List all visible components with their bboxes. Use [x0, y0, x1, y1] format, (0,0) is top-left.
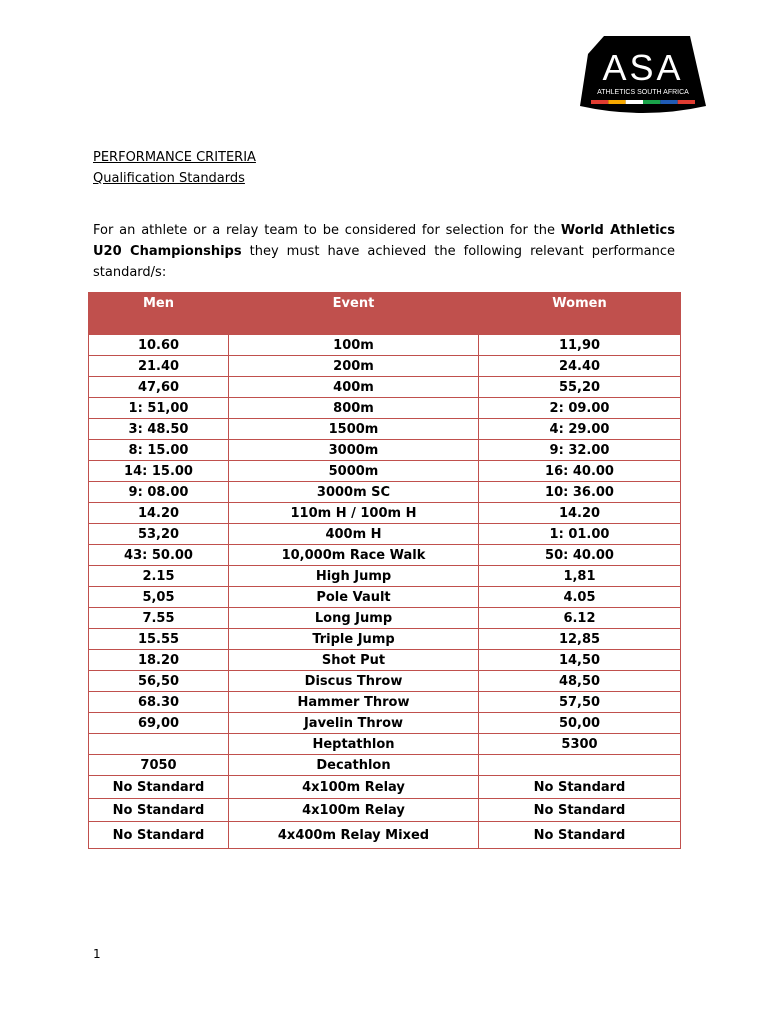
asa-logo-graphic [580, 34, 706, 124]
women-cell: 24.40 [479, 356, 681, 377]
event-cell: 110m H / 100m H [229, 503, 479, 524]
page-title: PERFORMANCE CRITERIA [93, 150, 256, 165]
women-cell: No Standard [479, 776, 681, 799]
table-row [89, 734, 681, 755]
men-cell: No Standard [89, 822, 229, 849]
table-row [89, 377, 681, 398]
event-cell: 100m [229, 335, 479, 356]
table-row [89, 692, 681, 713]
table-row [89, 671, 681, 692]
table-row [89, 524, 681, 545]
logo-stripe [626, 100, 643, 104]
men-cell: 9: 08.00 [89, 482, 229, 503]
table-row [89, 419, 681, 440]
event-cell: 400m H [229, 524, 479, 545]
event-cell: Heptathlon [229, 734, 479, 755]
logo-subtitle: ATHLETICS SOUTH AFRICA [597, 89, 689, 96]
men-cell: 8: 15.00 [89, 440, 229, 461]
women-cell: 1: 01.00 [479, 524, 681, 545]
women-cell: No Standard [479, 799, 681, 822]
event-cell: 3000m [229, 440, 479, 461]
table-row [89, 398, 681, 419]
intro-text-2: they must have achieved the following relevant performance standard/s: [93, 244, 675, 280]
table-row [89, 482, 681, 503]
table-row [89, 629, 681, 650]
table-row [89, 822, 681, 849]
table-row [89, 440, 681, 461]
table-row [89, 713, 681, 734]
logo-stripe [643, 100, 660, 104]
table-row [89, 608, 681, 629]
women-cell: 2: 09.00 [479, 398, 681, 419]
men-cell: 18.20 [89, 650, 229, 671]
header-men: Men [89, 293, 229, 335]
table-row [89, 755, 681, 776]
men-cell: 21.40 [89, 356, 229, 377]
event-cell: Pole Vault [229, 587, 479, 608]
header-women: Women [479, 293, 681, 335]
event-cell: Long Jump [229, 608, 479, 629]
men-cell: No Standard [89, 776, 229, 799]
men-cell: 5,05 [89, 587, 229, 608]
event-cell: 3000m SC [229, 482, 479, 503]
women-cell: 9: 32.00 [479, 440, 681, 461]
event-cell: Triple Jump [229, 629, 479, 650]
women-cell: 1,81 [479, 566, 681, 587]
men-cell: 14: 15.00 [89, 461, 229, 482]
women-cell: 4.05 [479, 587, 681, 608]
women-cell: 14.20 [479, 503, 681, 524]
men-cell: 68.30 [89, 692, 229, 713]
men-cell: No Standard [89, 799, 229, 822]
men-cell: 10.60 [89, 335, 229, 356]
women-cell: 6.12 [479, 608, 681, 629]
women-cell: 48,50 [479, 671, 681, 692]
event-cell: Hammer Throw [229, 692, 479, 713]
standards-table [88, 292, 681, 849]
page-number: 1 [93, 947, 101, 961]
table-row [89, 545, 681, 566]
table-row [89, 356, 681, 377]
table-row [89, 776, 681, 799]
table-row [89, 335, 681, 356]
event-cell: Decathlon [229, 755, 479, 776]
event-cell: 10,000m Race Walk [229, 545, 479, 566]
event-cell: 400m [229, 377, 479, 398]
women-cell: 5300 [479, 734, 681, 755]
men-cell: 7.55 [89, 608, 229, 629]
women-cell: 14,50 [479, 650, 681, 671]
logo-text: ASA [602, 47, 684, 88]
header-event: Event [229, 293, 479, 335]
men-cell: 1: 51,00 [89, 398, 229, 419]
page-subtitle: Qualification Standards [93, 171, 245, 186]
table-row [89, 587, 681, 608]
women-cell: 57,50 [479, 692, 681, 713]
event-cell: 4x100m Relay [229, 776, 479, 799]
women-cell: 50,00 [479, 713, 681, 734]
event-cell: 800m [229, 398, 479, 419]
women-cell [479, 755, 681, 776]
logo-stripe [608, 100, 625, 104]
event-cell: Javelin Throw [229, 713, 479, 734]
table-row [89, 799, 681, 822]
men-cell: 2.15 [89, 566, 229, 587]
men-cell: 56,50 [89, 671, 229, 692]
event-cell: High Jump [229, 566, 479, 587]
logo-stripe [678, 100, 695, 104]
men-cell: 7050 [89, 755, 229, 776]
event-cell: 5000m [229, 461, 479, 482]
women-cell: 12,85 [479, 629, 681, 650]
women-cell: 11,90 [479, 335, 681, 356]
men-cell: 15.55 [89, 629, 229, 650]
intro-text-1: For an athlete or a relay team to be considered for selection for the [93, 223, 561, 238]
intro-bold: World Athletics U20 Championships [93, 223, 676, 259]
men-cell: 43: 50.00 [89, 545, 229, 566]
logo-stripe [591, 100, 608, 104]
table-row [89, 461, 681, 482]
table-row [89, 650, 681, 671]
event-cell: 4x100m Relay [229, 799, 479, 822]
table-row [89, 566, 681, 587]
women-cell: 16: 40.00 [479, 461, 681, 482]
men-cell: 14.20 [89, 503, 229, 524]
event-cell: Discus Throw [229, 671, 479, 692]
women-cell: 50: 40.00 [479, 545, 681, 566]
event-cell: Shot Put [229, 650, 479, 671]
men-cell: 53,20 [89, 524, 229, 545]
men-cell: 3: 48.50 [89, 419, 229, 440]
event-cell: 200m [229, 356, 479, 377]
logo-stripe [660, 100, 677, 104]
table-row [89, 503, 681, 524]
men-cell: 69,00 [89, 713, 229, 734]
intro-paragraph [93, 220, 675, 283]
women-cell: 4: 29.00 [479, 419, 681, 440]
women-cell: 55,20 [479, 377, 681, 398]
table-header-row [89, 293, 681, 335]
men-cell: 47,60 [89, 377, 229, 398]
event-cell: 1500m [229, 419, 479, 440]
women-cell: 10: 36.00 [479, 482, 681, 503]
asa-logo [580, 34, 706, 124]
women-cell: No Standard [479, 822, 681, 849]
men-cell [89, 734, 229, 755]
event-cell: 4x400m Relay Mixed [229, 822, 479, 849]
